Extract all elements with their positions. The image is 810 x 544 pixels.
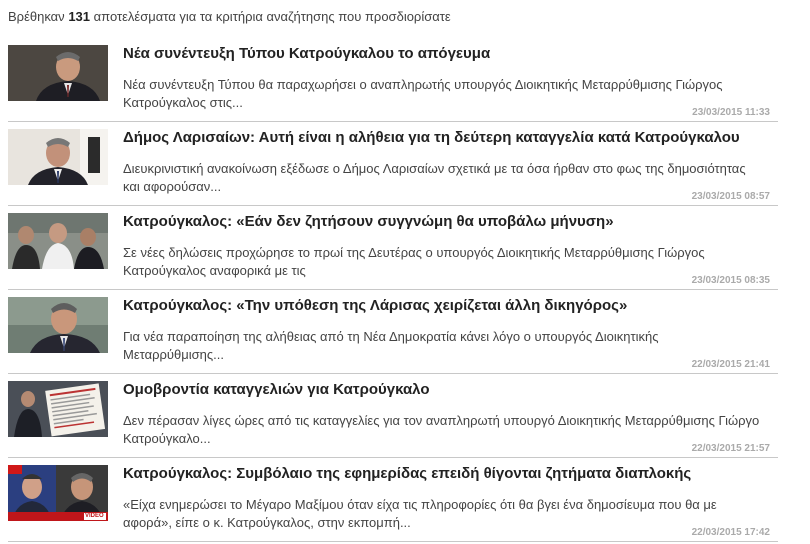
- article-excerpt: Σε νέες δηλώσεις προχώρησε το πρωί της Δευτέρας ο υπουργός Διοικητικής Μεταρρύθμισης Γιώργος Κατρούγκαλος αναφορικά με τις: [123, 245, 705, 278]
- list-item: [8, 208, 778, 290]
- article-title-link[interactable]: Νέα συνέντευξη Τύπου Κατρούγκαλου το απόγευμα: [123, 45, 491, 62]
- article-date: 22/03/2015 21:41: [691, 359, 770, 370]
- article-excerpt: Δεν πέρασαν λίγες ώρες από τις καταγγελίες για τον αναπληρωτή υπουργό Διοικητικής Μεταρρύθμισης Γιώργο Κατρούγκαλο...: [123, 413, 760, 446]
- summary-suffix: αποτελέσματα για τα κριτήρια αναζήτησης που προσδιορίσατε: [93, 9, 451, 24]
- article-thumbnail[interactable]: [8, 213, 108, 269]
- list-item: [8, 460, 778, 542]
- summary-prefix: Βρέθηκαν: [8, 9, 65, 24]
- results-summary: [8, 9, 451, 24]
- article-title-link[interactable]: Κατρούγκαλος: Συμβόλαιο της εφημερίδας επειδή θίγονται ζητήματα διαπλοκής: [123, 465, 692, 482]
- list-item: [8, 124, 778, 206]
- article-title-link[interactable]: Δήμος Λαρισαίων: Αυτή είναι η αλήθεια για τη δεύτερη καταγγελία κατά Κατρούγκαλου: [123, 129, 740, 146]
- article-excerpt: Για νέα παραποίηση της αλήθειας από τη Νέα Δημοκρατία κάνει λόγο ο υπουργός Διοικητικής Μεταρρύθμισης...: [123, 329, 659, 362]
- article-thumbnail[interactable]: [8, 465, 108, 521]
- article-date: 23/03/2015 11:33: [692, 107, 770, 118]
- article-title-link[interactable]: Ομοβροντία καταγγελιών για Κατρούγκαλο: [123, 381, 430, 398]
- article-date: 23/03/2015 08:35: [691, 275, 770, 286]
- article-thumbnail[interactable]: [8, 297, 108, 353]
- article-thumbnail[interactable]: [8, 129, 108, 185]
- article-thumbnail[interactable]: [8, 45, 108, 101]
- article-excerpt: Νέα συνέντευξη Τύπου θα παραχωρήσει ο αναπληρωτής υπουργός Διοικητικής Μεταρρύθμισης Γιώργος Κατρούγκαλος στις...: [123, 77, 723, 110]
- list-item: [8, 376, 778, 458]
- list-item: [8, 292, 778, 374]
- video-badge: VIDEO: [85, 513, 104, 519]
- article-date: 22/03/2015 21:57: [691, 443, 770, 454]
- list-item: [8, 40, 778, 122]
- article-date: 23/03/2015 08:57: [691, 191, 770, 202]
- article-date: 22/03/2015 17:42: [691, 527, 770, 538]
- article-excerpt: Διευκρινιστική ανακοίνωση εξέδωσε ο Δήμος Λαρισαίων σχετικά με τα όσα ήρθαν στο φως της δημοσιότητας και αφορούσαν...: [123, 161, 746, 194]
- article-title-link[interactable]: Κατρούγκαλος: «Εάν δεν ζητήσουν συγγνώμη θα υποβάλω μήνυση»: [123, 213, 614, 230]
- article-excerpt: «Είχα ενημερώσει το Μέγαρο Μαξίμου όταν είχα τις πληροφορίες ότι θα βγει ένα δημοσίευμα που θα με αφορά», είπε ο κ. Κατρούγκαλος, στην εκπομπή...: [123, 497, 717, 530]
- article-thumbnail[interactable]: [8, 381, 108, 437]
- results-list: [8, 40, 778, 544]
- article-title-link[interactable]: Κατρούγκαλος: «Την υπόθεση της Λάρισας χειρίζεται άλλη δικηγόρος»: [123, 297, 628, 314]
- results-count: 131: [68, 9, 91, 24]
